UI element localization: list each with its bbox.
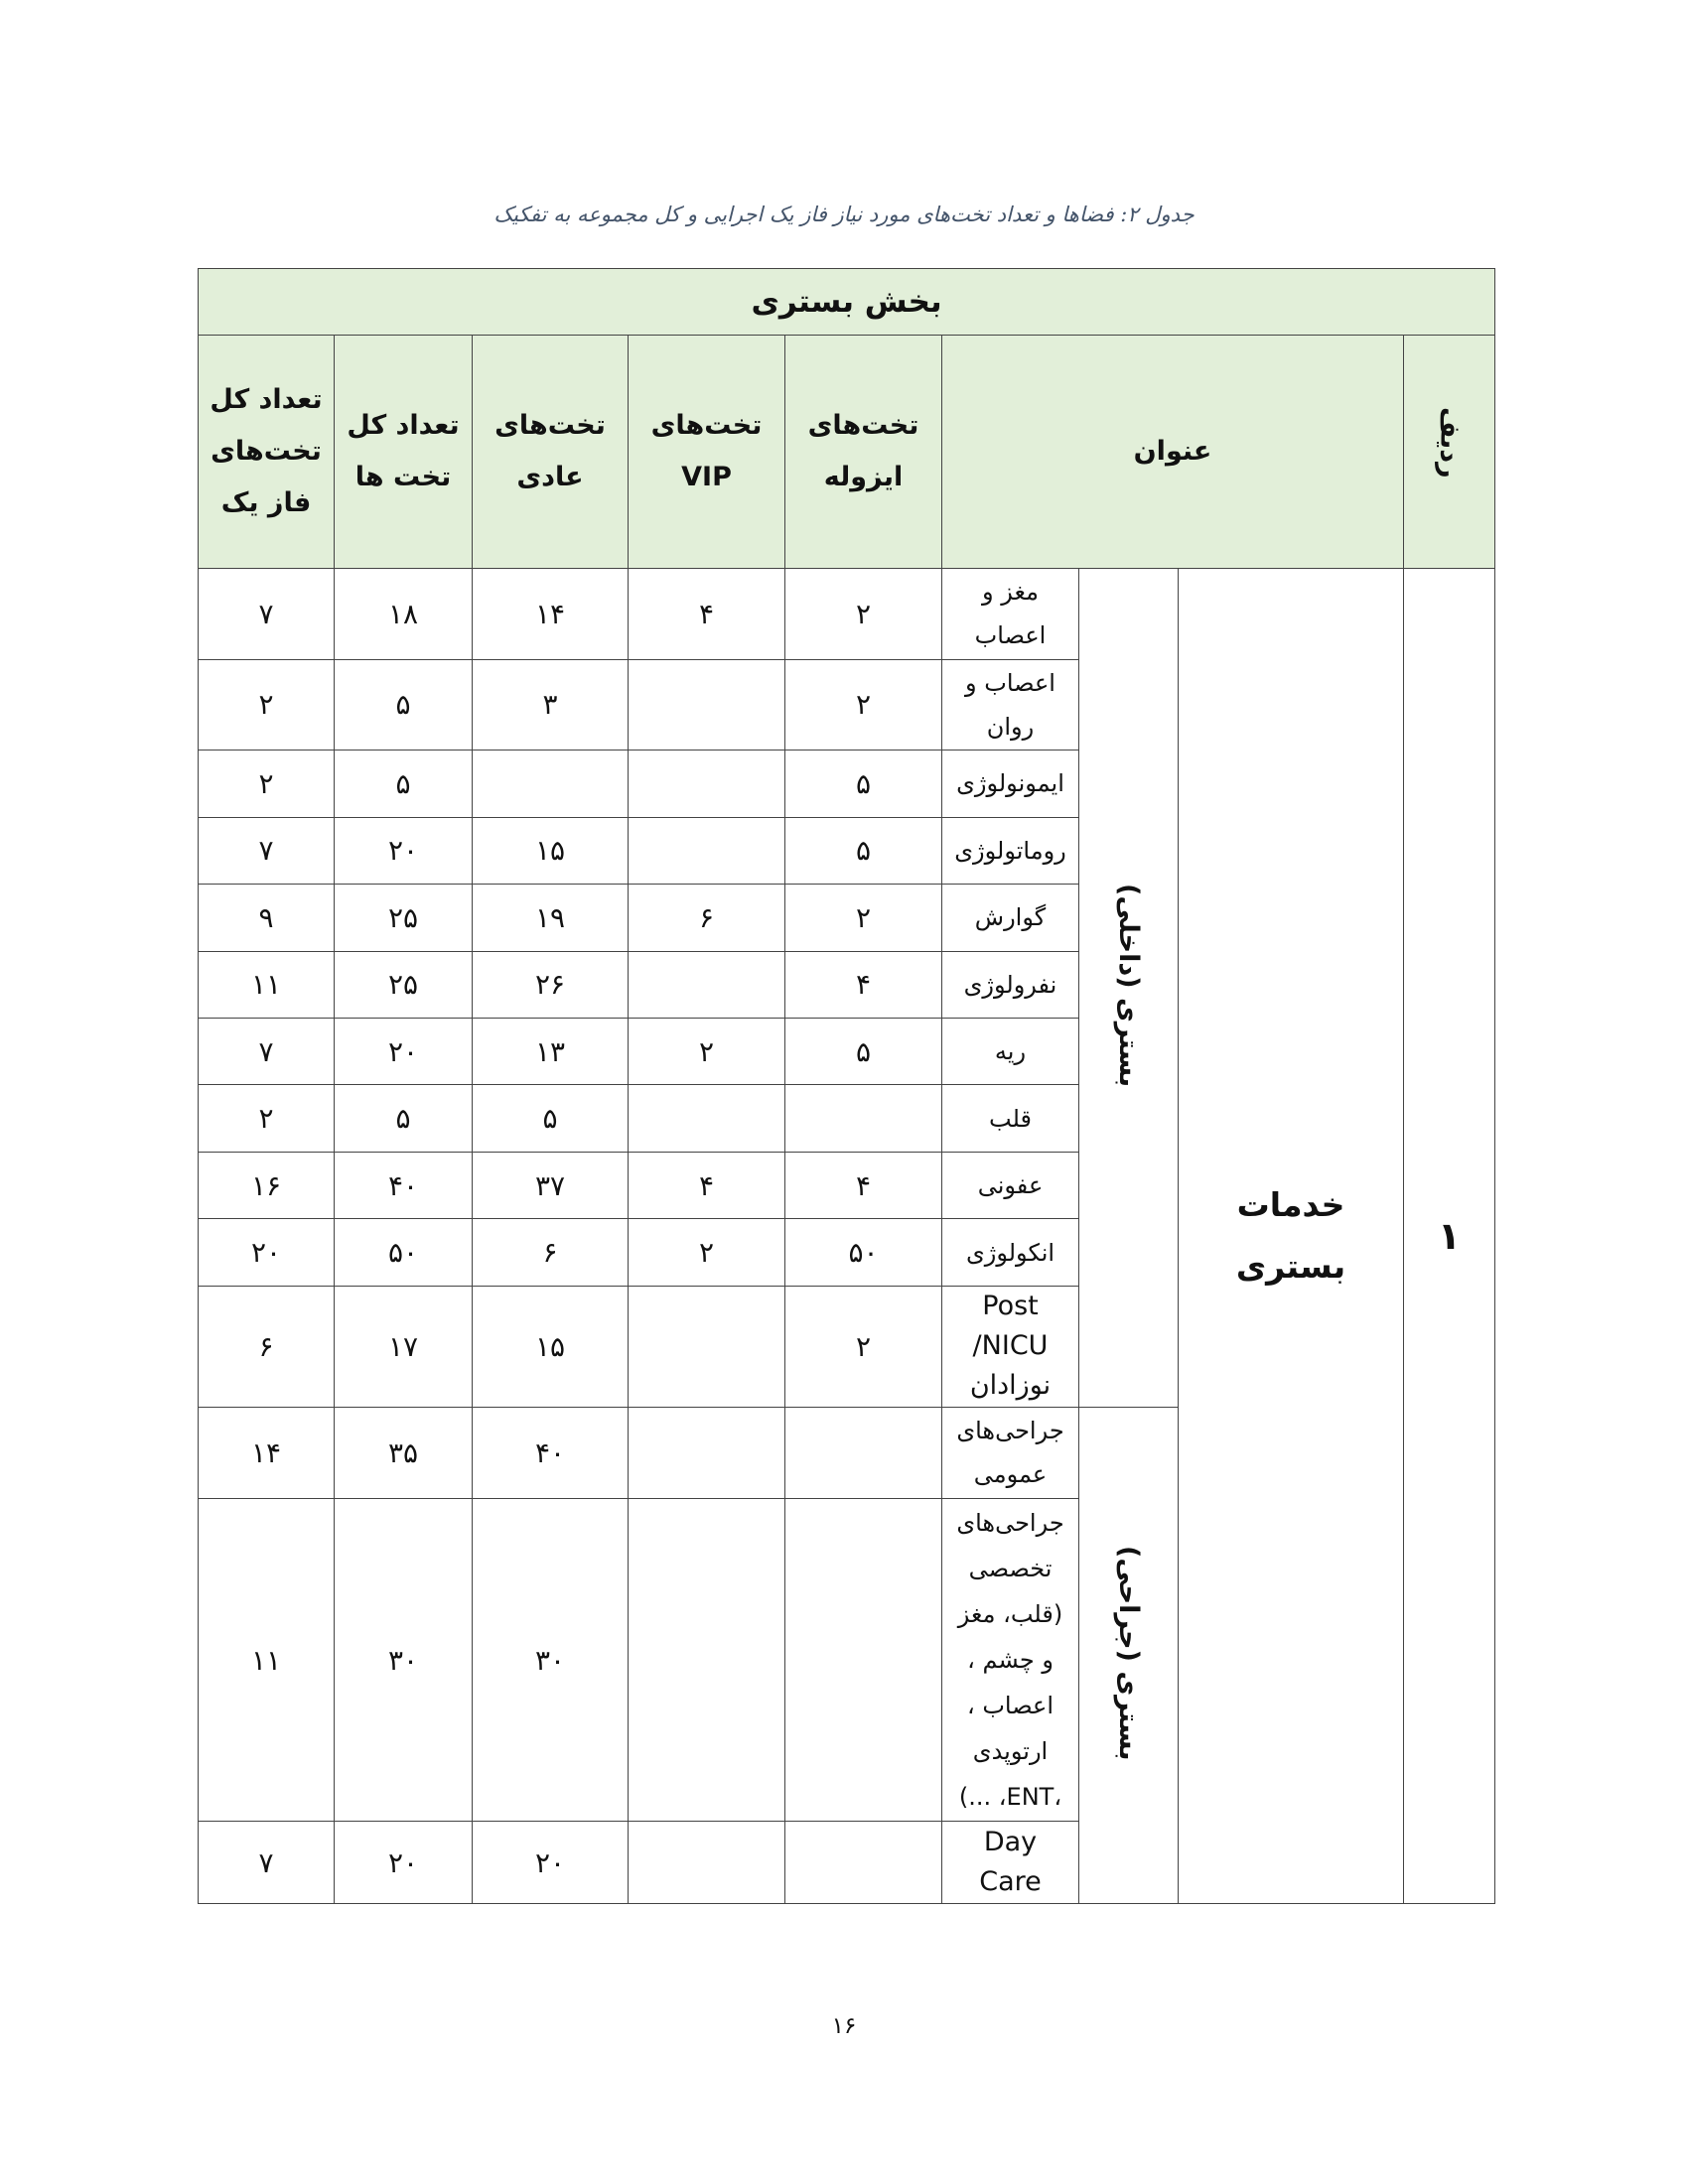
cell-total-beds: ۵۰ — [335, 1219, 473, 1286]
cell-phase1-beds: ۹ — [199, 885, 335, 951]
cell-total-beds: ۲۰ — [335, 1018, 473, 1084]
cell-ward-name: جراحی‌های تخصصی (قلب، مغز و چشم ، اعصاب ، ارتوپدی ،ENT، ...) — [942, 1499, 1079, 1822]
cell-total-beds: ۵ — [335, 751, 473, 817]
cell-isolation-beds: ۲ — [785, 1286, 942, 1407]
cell-regular-beds: ۱۵ — [473, 1286, 629, 1407]
cell-phase1-beds: ۲ — [199, 1085, 335, 1152]
cell-total-beds: ۵ — [335, 659, 473, 751]
cell-phase1-beds: ۱۶ — [199, 1152, 335, 1218]
group-surgical: بستری (جراحی) — [1079, 1407, 1179, 1903]
cell-phase1-beds: ۲۰ — [199, 1219, 335, 1286]
cell-isolation-beds — [785, 1407, 942, 1499]
header-title: عنوان — [942, 336, 1404, 569]
header-regular-beds: تخت‌های عادی — [473, 336, 629, 569]
header-vip-beds: تخت‌های VIP — [629, 336, 785, 569]
header-row-number: ردیف — [1404, 336, 1495, 569]
cell-phase1-beds: ۷ — [199, 1018, 335, 1084]
cell-isolation-beds: ۵۰ — [785, 1219, 942, 1286]
cell-phase1-beds: ۲ — [199, 659, 335, 751]
section-title: بخش بستری — [199, 269, 1495, 336]
cell-isolation-beds: ۲ — [785, 569, 942, 660]
cell-regular-beds: ۳ — [473, 659, 629, 751]
cell-vip-beds — [629, 1499, 785, 1822]
cell-vip-beds — [629, 1407, 785, 1499]
inpatient-beds-table — [198, 268, 1495, 1904]
cell-total-beds: ۱۷ — [335, 1286, 473, 1407]
cell-vip-beds — [629, 817, 785, 884]
cell-ward-name: نفرولوژی — [942, 951, 1079, 1018]
cell-ward-name: جراحی‌های عمومی — [942, 1407, 1079, 1499]
cell-isolation-beds: ۴ — [785, 1152, 942, 1218]
cell-total-beds: ۲۵ — [335, 951, 473, 1018]
cell-ward-name: Day Care — [942, 1822, 1079, 1904]
cell-isolation-beds: ۲ — [785, 659, 942, 751]
cell-phase1-beds: ۱۱ — [199, 951, 335, 1018]
cell-total-beds: ۳۰ — [335, 1499, 473, 1822]
cell-vip-beds — [629, 1822, 785, 1904]
cell-vip-beds — [629, 1085, 785, 1152]
cell-regular-beds: ۲۰ — [473, 1822, 629, 1904]
cell-regular-beds: ۱۹ — [473, 885, 629, 951]
cell-ward-name: مغز و اعصاب — [942, 569, 1079, 660]
cell-ward-name: انکولوژی — [942, 1219, 1079, 1286]
cell-phase1-beds: ۷ — [199, 1822, 335, 1904]
cell-phase1-beds: ۷ — [199, 817, 335, 884]
cell-total-beds: ۱۸ — [335, 569, 473, 660]
cell-ward-name: اعصاب و روان — [942, 659, 1079, 751]
cell-total-beds: ۲۰ — [335, 1822, 473, 1904]
cell-isolation-beds: ۵ — [785, 1018, 942, 1084]
cell-vip-beds: ۲ — [629, 1219, 785, 1286]
cell-phase1-beds: ۷ — [199, 569, 335, 660]
cell-ward-name: روماتولوژی — [942, 817, 1079, 884]
cell-vip-beds: ۲ — [629, 1018, 785, 1084]
cell-phase1-beds: ۱۱ — [199, 1499, 335, 1822]
cell-regular-beds: ۵ — [473, 1085, 629, 1152]
cell-isolation-beds: ۲ — [785, 885, 942, 951]
cell-isolation-beds — [785, 1822, 942, 1904]
header-phase1-total: تعداد کل تخت‌های فاز یک — [199, 336, 335, 569]
table-row — [199, 569, 1495, 660]
cell-regular-beds: ۴۰ — [473, 1407, 629, 1499]
cell-ward-name: ایمونولوژی — [942, 751, 1079, 817]
service-name: خدمات بستری — [1179, 569, 1404, 1904]
cell-vip-beds — [629, 1286, 785, 1407]
cell-isolation-beds: ۵ — [785, 751, 942, 817]
cell-vip-beds: ۴ — [629, 569, 785, 660]
cell-regular-beds: ۱۳ — [473, 1018, 629, 1084]
cell-ward-name: ریه — [942, 1018, 1079, 1084]
cell-regular-beds: ۱۵ — [473, 817, 629, 884]
cell-isolation-beds — [785, 1085, 942, 1152]
cell-ward-name: Post NICU/ نوزادان — [942, 1286, 1079, 1407]
cell-isolation-beds: ۴ — [785, 951, 942, 1018]
cell-ward-name: عفونی — [942, 1152, 1079, 1218]
cell-ward-name: گوارش — [942, 885, 1079, 951]
cell-regular-beds: ۳۷ — [473, 1152, 629, 1218]
cell-regular-beds: ۶ — [473, 1219, 629, 1286]
cell-total-beds: ۴۰ — [335, 1152, 473, 1218]
header-isolation-beds: تخت‌های ایزوله — [785, 336, 942, 569]
cell-vip-beds — [629, 751, 785, 817]
cell-total-beds: ۵ — [335, 1085, 473, 1152]
cell-total-beds: ۲۰ — [335, 817, 473, 884]
cell-regular-beds: ۲۶ — [473, 951, 629, 1018]
row-number: ۱ — [1404, 569, 1495, 1904]
cell-ward-name: قلب — [942, 1085, 1079, 1152]
cell-vip-beds — [629, 951, 785, 1018]
cell-phase1-beds: ۱۴ — [199, 1407, 335, 1499]
cell-regular-beds: ۱۴ — [473, 569, 629, 660]
cell-total-beds: ۲۵ — [335, 885, 473, 951]
table-caption: جدول ۲: فضاها و تعداد تخت‌های مورد نیاز فاز یک اجرایی و کل مجموعه به تفکیک — [493, 203, 1195, 226]
cell-isolation-beds: ۵ — [785, 817, 942, 884]
cell-vip-beds: ۴ — [629, 1152, 785, 1218]
cell-regular-beds: ۳۰ — [473, 1499, 629, 1822]
cell-vip-beds — [629, 659, 785, 751]
cell-phase1-beds: ۶ — [199, 1286, 335, 1407]
cell-regular-beds — [473, 751, 629, 817]
group-internal: بستری (داخلی) — [1079, 569, 1179, 1408]
cell-phase1-beds: ۲ — [199, 751, 335, 817]
header-total-beds: تعداد کل تخت ها — [335, 336, 473, 569]
cell-total-beds: ۳۵ — [335, 1407, 473, 1499]
cell-vip-beds: ۶ — [629, 885, 785, 951]
page-number: ۱۶ — [831, 2013, 857, 2039]
cell-isolation-beds — [785, 1499, 942, 1822]
